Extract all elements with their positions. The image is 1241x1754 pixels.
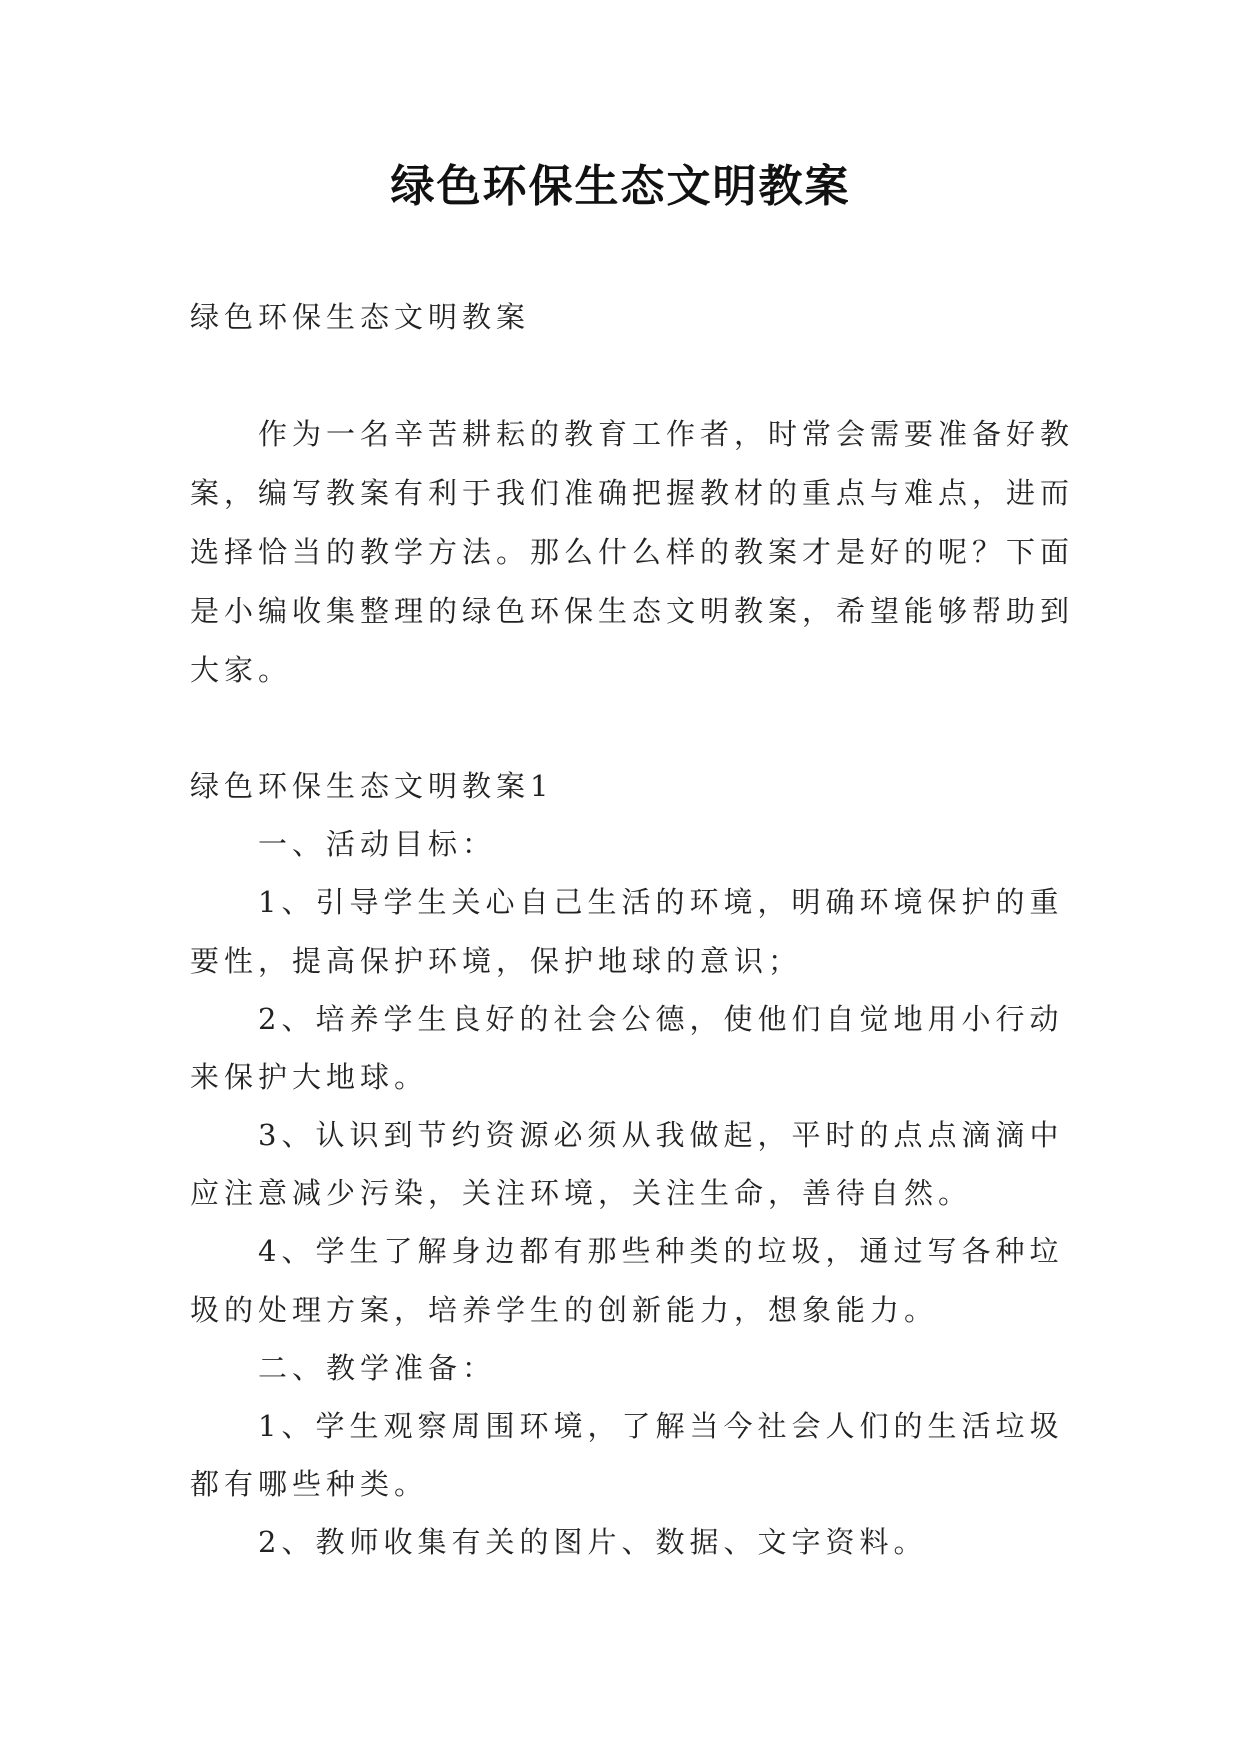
body-line: 要性，提高保护环境，保护地球的意识； <box>190 944 803 978</box>
document-subtitle: 绿色环保生态文明教案 <box>190 300 531 334</box>
body-line: 1、学生观察周围环境，了解当今社会人们的生活垃圾 <box>258 1409 1064 1443</box>
intro-line: 案，编写教案有利于我们准确把握教材的重点与难点，进而 <box>190 476 1075 510</box>
intro-line: 大家。 <box>190 653 293 687</box>
body-line: 4、学生了解身边都有那些种类的垃圾，通过写各种垃 <box>258 1234 1064 1268</box>
body-line: 一、活动目标： <box>258 827 497 861</box>
intro-line: 作为一名辛苦耕耘的教育工作者，时常会需要准备好教 <box>258 417 1075 451</box>
section-heading: 绿色环保生态文明教案1 <box>190 769 554 803</box>
body-line: 3、认识到节约资源必须从我做起，平时的点点滴滴中 <box>258 1118 1064 1152</box>
body-line: 都有哪些种类。 <box>190 1467 429 1501</box>
body-line: 应注意减少污染，关注环境，关注生命，善待自然。 <box>190 1176 973 1210</box>
intro-line: 是小编收集整理的绿色环保生态文明教案，希望能够帮助到 <box>190 594 1075 628</box>
body-line: 二、教学准备： <box>258 1351 497 1385</box>
body-line: 2、教师收集有关的图片、数据、文字资料。 <box>258 1525 928 1559</box>
body-line: 来保护大地球。 <box>190 1060 429 1094</box>
body-line: 1、引导学生关心自己生活的环境，明确环境保护的重 <box>258 885 1064 919</box>
intro-line: 选择恰当的教学方法。那么什么样的教案才是好的呢？下面 <box>190 535 1075 569</box>
body-line: 圾的处理方案，培养学生的创新能力，想象能力。 <box>190 1293 939 1327</box>
body-line: 2、培养学生良好的社会公德，使他们自觉地用小行动 <box>258 1002 1064 1036</box>
document-title: 绿色环保生态文明教案 <box>390 161 851 212</box>
